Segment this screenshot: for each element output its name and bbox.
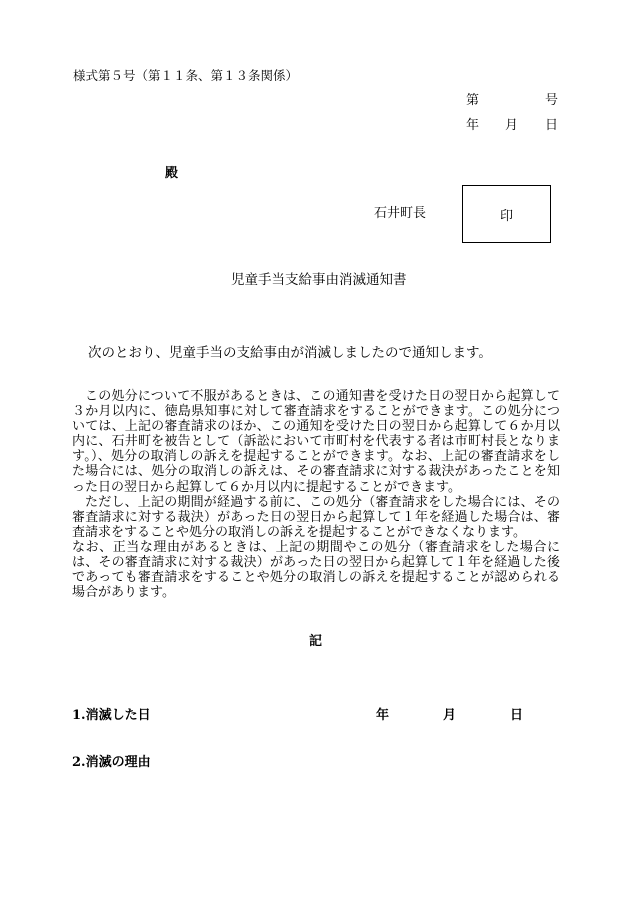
document-title: 児童手当支給事由消滅通知書 [231,272,407,288]
ki-heading: 記 [309,634,323,649]
item-extinction-date-day: 日 [510,708,524,723]
item-extinction-date-label: 1.消滅した日 [72,708,151,723]
form-code: 様式第５号（第１１条、第１３条関係） [73,68,299,83]
issue-date-day: 日 [545,118,559,133]
seal-label: 印 [499,208,513,224]
appeal-notice [72,389,560,600]
issuer-name: 石井町長 [374,206,427,221]
appeal-paragraph-2: ただし、上記の期間が経過する前に、この処分（審査請求をした場合には、その審査請求に対する裁決）があった日の翌日から起算して１年を経過した場合は、審査請求をすることや処分の取消しの訴えを提起することができなくなります。 [72,494,560,540]
document-number-suffix: 号 [545,93,559,108]
issue-date-month: 月 [505,118,519,133]
appeal-paragraph-3: なお、正当な理由があるときは、上記の期間やこの処分（審査請求をした場合には、その審査請求に対する裁決）があった日の翌日から起算して１年を経過した後であっても審査請求をすることや処分の取消しの訴えを提起することが認められる場合があります。 [72,539,560,601]
document-number-prefix: 第 [466,93,480,108]
lead-sentence: 次のとおり、児童手当の支給事由が消滅しましたので通知します。 [88,345,492,361]
addressee-honorific: 殿 [165,166,179,181]
appeal-paragraph-1: この処分について不服があるときは、この通知書を受けた日の翌日から起算して３か月以内に、徳島県知事に対して審査請求をすることができます。この処分については、上記の審査請求のほか、この通知を受けた日の翌日から起算して６か月以内に、石井町を被告として（訴訟において市町村を代表する者は市町村長となります。）、処分の取消しの訴えを提起することができます。なお、上記の審査請求をした場合には、処分の取消しの訴えは、その審査請求に対する裁決があったことを知った日の翌日から起算して６か月以内に提起することができます。 [72,389,560,495]
item-extinction-date-year: 年 [376,708,390,723]
item-extinction-reason-label: 2.消滅の理由 [72,755,151,770]
issue-date-year: 年 [466,118,480,133]
item-extinction-date-month: 月 [443,708,457,723]
seal-box [462,185,551,243]
